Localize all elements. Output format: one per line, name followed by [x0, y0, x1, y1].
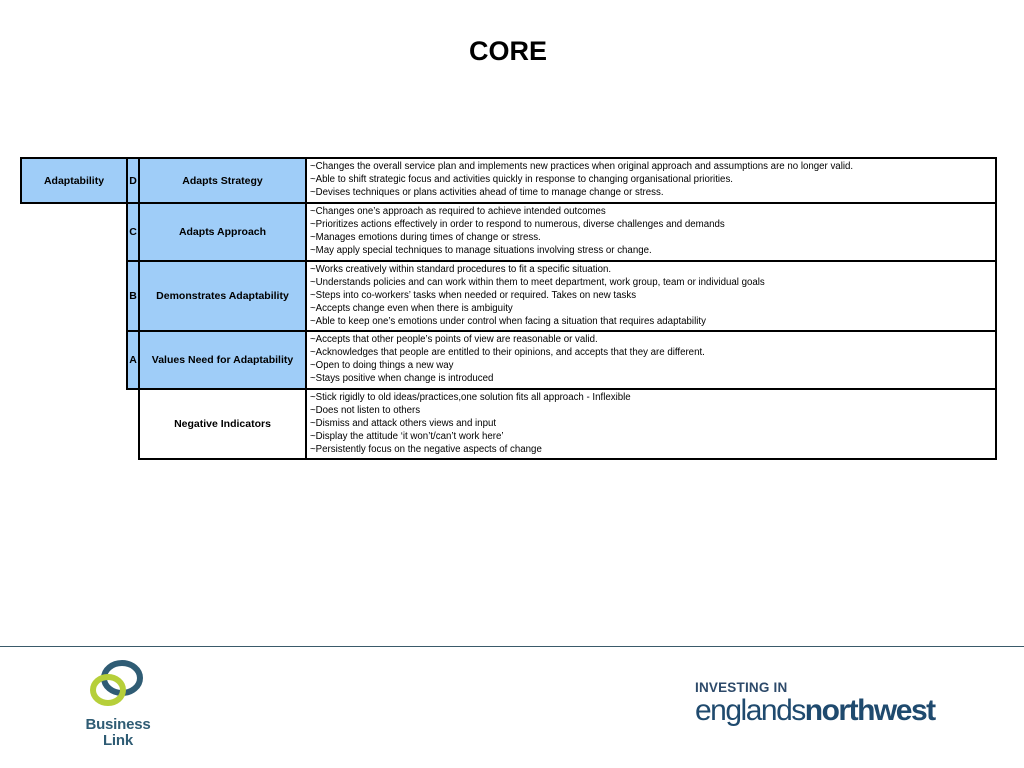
descriptor-line: ~Acknowledges that people are entitled to their opinions, and accepts that they are different.	[310, 347, 705, 358]
descriptor-line: ~Stays positive when change is introduced	[310, 373, 494, 384]
descriptor-line: ~Able to keep one’s emotions under control when facing a situation that requires adaptability	[310, 316, 706, 327]
descriptor-line: ~May apply special techniques to manage situations involving stress or change.	[310, 245, 652, 256]
level-d-letter: D	[126, 157, 140, 204]
negative-indicators-label: Negative Indicators	[138, 388, 307, 460]
descriptor-line: ~Devises techniques or plans activities ahead of time to manage change or stress.	[310, 187, 664, 198]
descriptor-line: ~Changes one’s approach as required to achieve intended outcomes	[310, 206, 606, 217]
negative-indicators-descriptors	[305, 388, 997, 460]
level-b-descriptors	[305, 260, 997, 332]
level-a-name: Values Need for Adaptability	[138, 330, 307, 390]
descriptor-line: ~Steps into co-workers’ tasks when needed or required. Takes on new tasks	[310, 290, 637, 301]
level-b-letter: B	[126, 260, 140, 332]
descriptor-line: ~Does not listen to others	[310, 405, 421, 416]
descriptor-line: ~Display the attitude ‘it won’t/can’t work here’	[310, 431, 504, 442]
descriptor-line: ~Persistently focus on the negative aspects of change	[310, 444, 542, 455]
level-b-name: Demonstrates Adaptability	[138, 260, 307, 332]
investing-northwest-logo	[695, 680, 975, 730]
competency-name: Adaptability	[43, 174, 105, 187]
descriptor-line: ~Dismiss and attack others views and input	[310, 418, 497, 429]
englands-text: englands	[695, 694, 805, 727]
descriptor-line: ~Understands policies and can work within them to meet department, work group, team or individual goals	[310, 277, 765, 288]
descriptor-line: ~Accepts change even when there is ambiguity	[310, 303, 513, 314]
descriptor-line: ~Able to shift strategic focus and activities quickly in response to changing organisational priorities.	[310, 174, 733, 185]
descriptor-line: ~Accepts that other people’s points of view are reasonable or valid.	[310, 334, 598, 345]
level-c-descriptors	[305, 202, 997, 262]
descriptor-line: ~Open to doing things a new way	[310, 360, 454, 371]
business-link-logo	[78, 658, 158, 750]
level-c-letter: C	[126, 202, 140, 262]
competency-name-cell	[20, 157, 128, 204]
descriptor-line: ~Manages emotions during times of change or stress.	[310, 232, 541, 243]
northwest-text: northwest	[804, 694, 935, 727]
investing-in-text: INVESTING IN	[695, 680, 788, 695]
level-c-name: Adapts Approach	[138, 202, 307, 262]
business-link-word-2: Link	[102, 732, 134, 749]
descriptor-line: ~Stick rigidly to old ideas/practices,one solution fits all approach - Inflexible	[310, 392, 631, 403]
business-link-rings-icon	[78, 658, 158, 710]
level-a-letter: A	[126, 330, 140, 390]
descriptor-line: ~Prioritizes actions effectively in order to respond to numerous, diverse challenges and demands	[310, 219, 725, 230]
level-a-descriptors	[305, 330, 997, 390]
level-d-name: Adapts Strategy	[138, 157, 307, 204]
englands-northwest-wordmark	[695, 694, 935, 728]
descriptor-line: ~Changes the overall service plan and implements new practices when original approach and assumptions are no longer valid.	[310, 161, 854, 172]
page-title: CORE	[468, 36, 547, 66]
business-link-word-1: Business	[85, 716, 151, 733]
footer-divider	[0, 646, 1024, 647]
descriptor-line: ~Works creatively within standard procedures to fit a specific situation.	[310, 264, 612, 275]
level-d-descriptors	[305, 157, 997, 204]
